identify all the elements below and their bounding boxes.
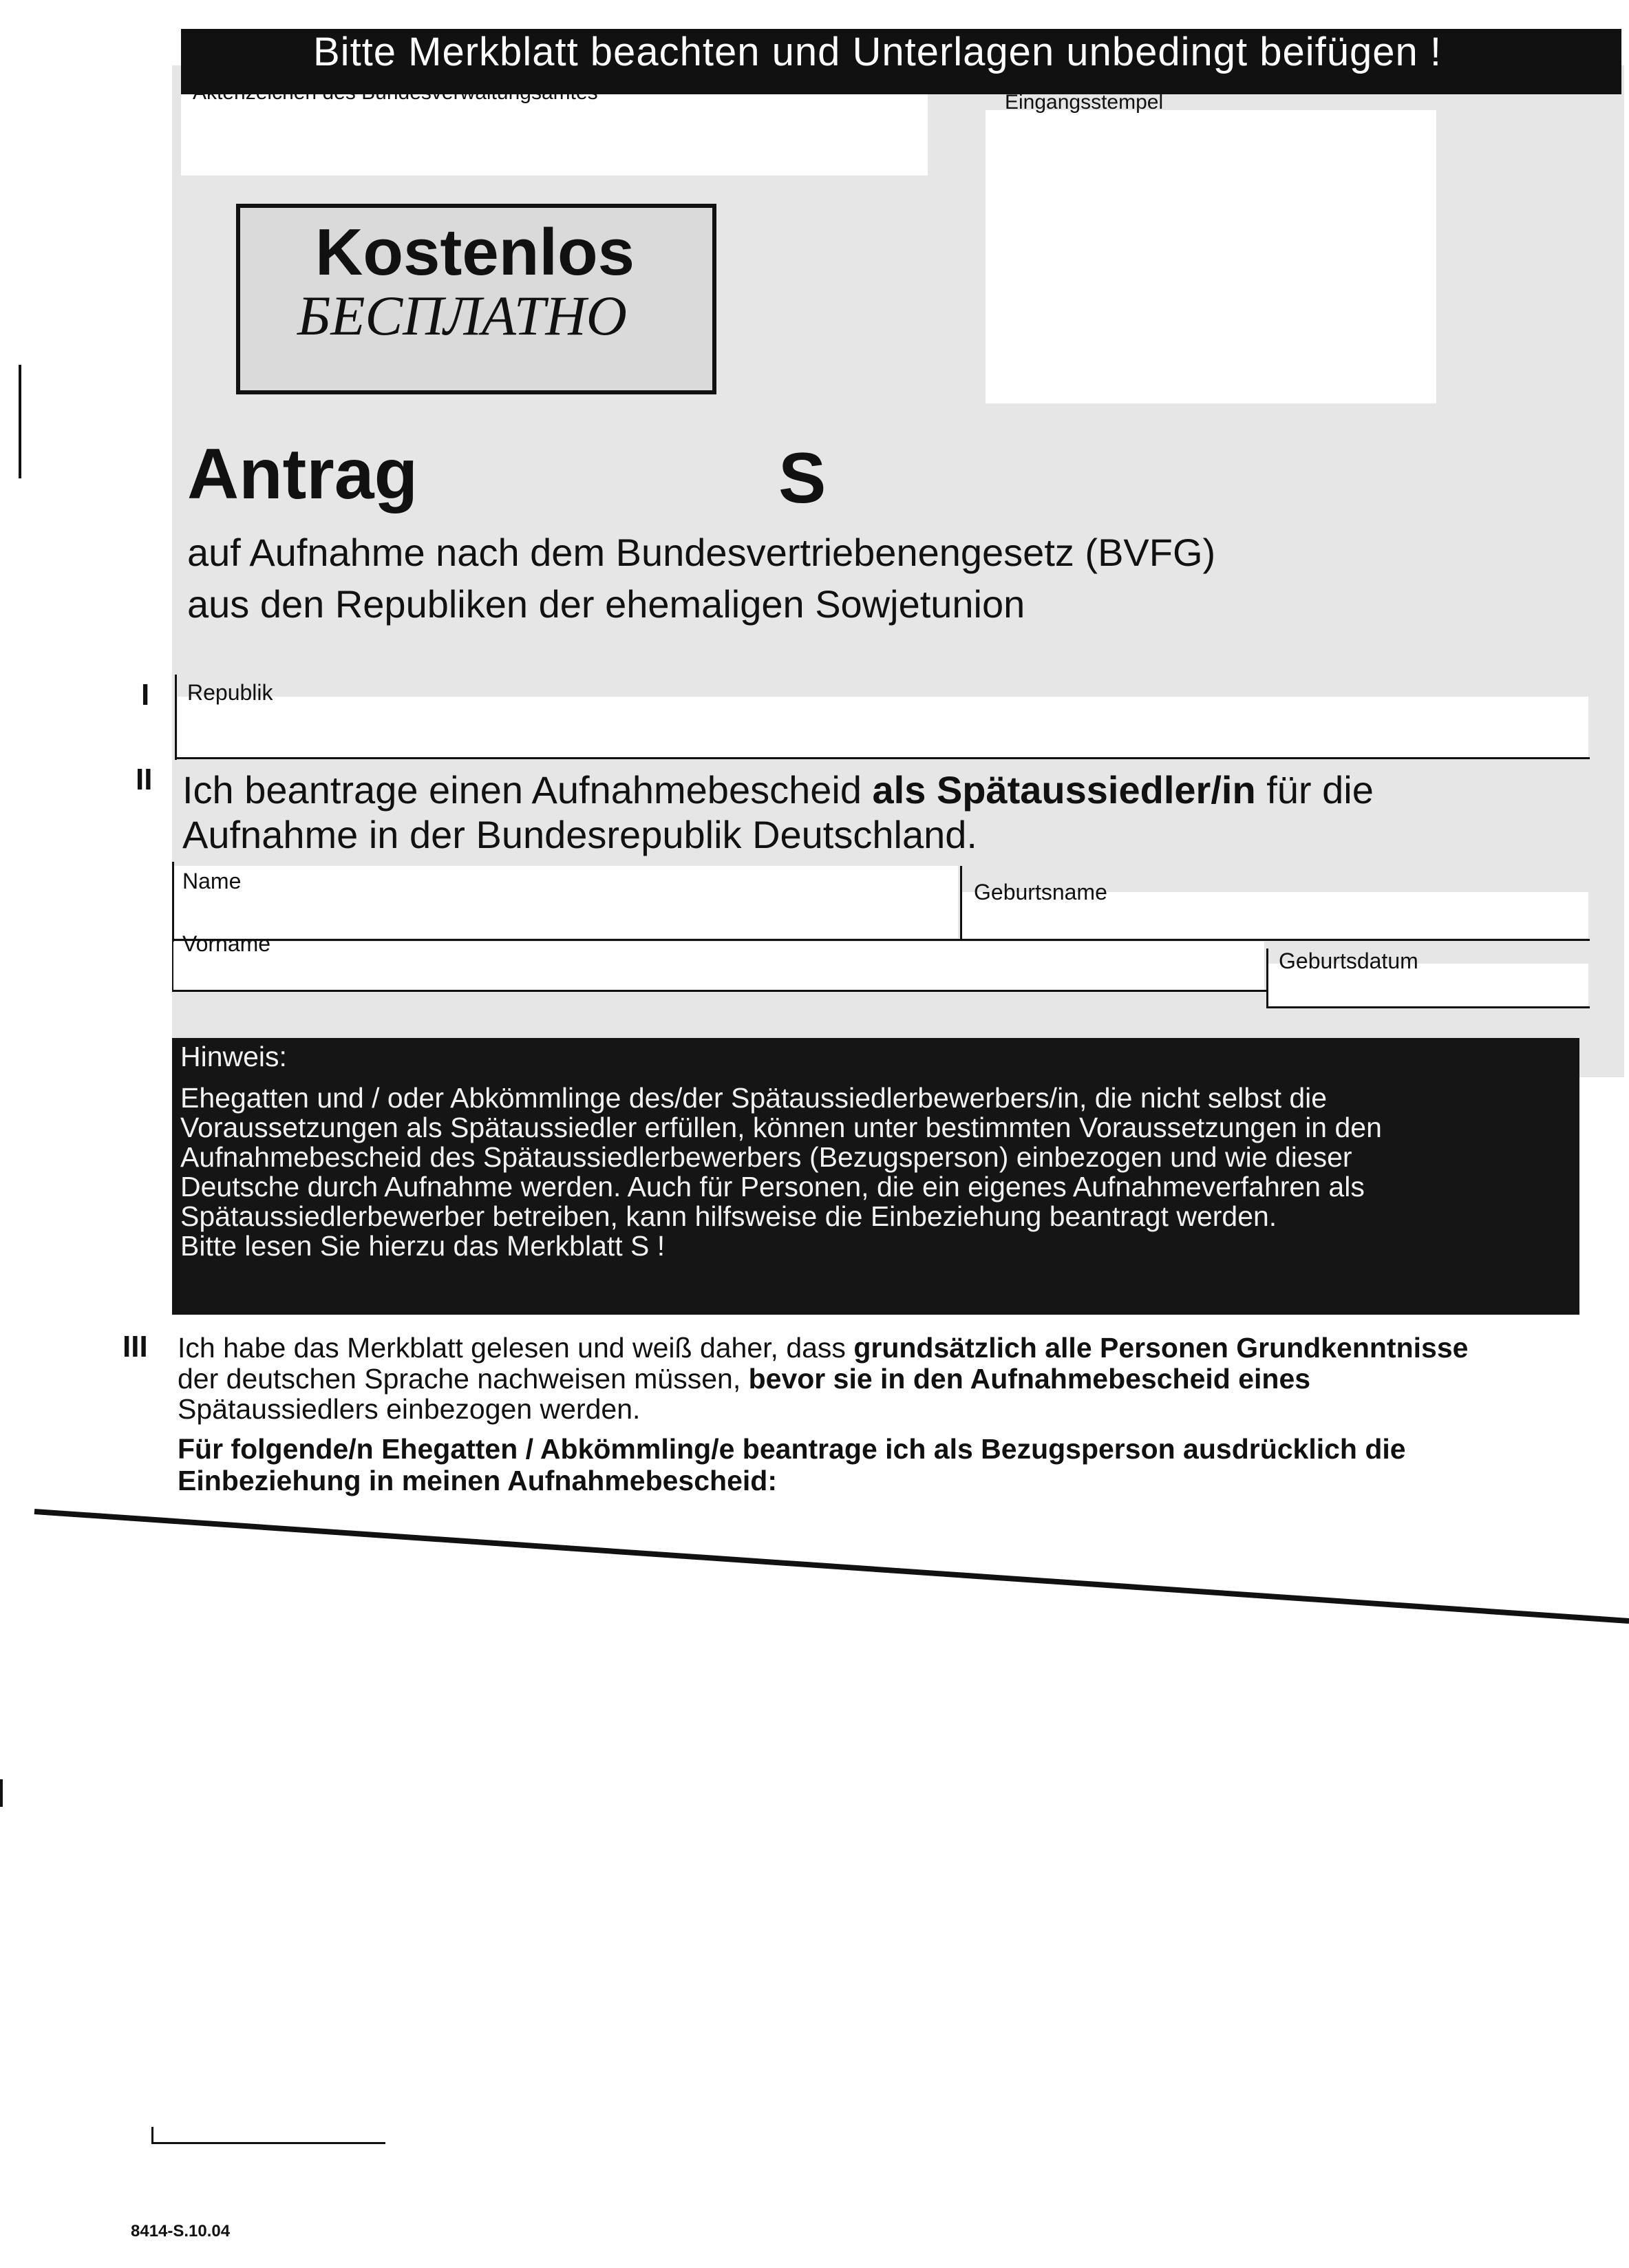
section-3-line-1 xyxy=(178,1332,1468,1364)
name-divider xyxy=(960,866,962,940)
margin-mark xyxy=(19,365,21,478)
name-field[interactable] xyxy=(173,866,958,938)
besplatno-text: БЕСПЛАТНО xyxy=(297,284,627,347)
geburtsname-label: Geburtsname xyxy=(974,880,1107,904)
section-3-line-2-part-a: der deutschen Sprache nachweisen müssen, xyxy=(178,1363,749,1395)
form-title: Antrag xyxy=(187,434,418,514)
form-subtitle-1: auf Aufnahme nach dem Bundesvertriebenengesetz (BVFG) xyxy=(187,531,1216,574)
form-subtitle-2: aus den Republiken der ehemaligen Sowjetunion xyxy=(187,582,1025,626)
hinweis-line: Spätaussiedlerbewerber betreiben, kann hilfsweise die Einbeziehung beantragt werden. xyxy=(180,1200,1277,1232)
vorname-divider xyxy=(1266,948,1268,1006)
aktenzeichen-label: Aktenzeichen des Bundesverwaltungsamtes xyxy=(193,81,598,104)
section-2-heading-part-a: Ich beantrage einen Aufnahmebescheid xyxy=(182,768,873,812)
republik-label: Republik xyxy=(187,680,273,705)
geburtsdatum-label: Geburtsdatum xyxy=(1279,948,1418,973)
corner-mark-horizontal xyxy=(151,2142,385,2144)
form-letter: S xyxy=(778,438,827,518)
section-2-heading-1 xyxy=(182,767,1374,812)
page-edge-line xyxy=(0,1480,1629,1638)
republik-field[interactable] xyxy=(178,697,1588,759)
corner-mark-vertical xyxy=(151,2127,153,2143)
section-3-line-4: Für folgende/n Ehegatten / Abkömmling/e beantrage ich als Bezugsperson ausdrücklich die xyxy=(178,1433,1406,1465)
hinweis-line: Bitte lesen Sie hierzu das Merkblatt S ! xyxy=(180,1230,666,1262)
margin-mark xyxy=(0,1779,3,1807)
section-2-numeral: II xyxy=(136,763,153,796)
hinweis-line: Voraussetzungen als Spätaussiedler erfüllen, können unter bestimmten Voraussetzungen in den xyxy=(180,1112,1382,1143)
vorname-label: Vorname xyxy=(182,931,271,956)
section-3-line-1-part-a: Ich habe das Merkblatt gelesen und weiß daher, dass xyxy=(178,1332,854,1364)
section-3-line-2 xyxy=(178,1363,1310,1395)
kostenlos-text: Kostenlos xyxy=(315,215,635,289)
section-2-heading-2: Aufnahme in der Bundesrepublik Deutschland. xyxy=(182,813,977,856)
section-2-heading-part-c: für die xyxy=(1255,768,1374,812)
vorname-border-bottom xyxy=(172,990,1268,992)
section-2-heading-part-b: als Spätaussiedler/in xyxy=(872,768,1256,812)
republik-field-border-bottom xyxy=(175,757,1590,759)
section-3-numeral: III xyxy=(123,1330,148,1364)
vorname-field[interactable] xyxy=(173,942,1264,990)
banner-text: Bitte Merkblatt beachten und Unterlagen unbedingt beifügen ! xyxy=(313,30,1442,74)
eingangsstempel-box xyxy=(986,110,1436,403)
hinweis-title: Hinweis: xyxy=(180,1041,287,1072)
hinweis-line: Deutsche durch Aufnahme werden. Auch für Personen, die ein eigenes Aufnahmeverfahren als xyxy=(180,1171,1365,1202)
republik-field-border-left xyxy=(175,675,177,760)
section-3-line-2-part-b: bevor sie in den Aufnahmebescheid eines xyxy=(748,1363,1311,1395)
form-number: 8414-S.10.04 xyxy=(131,2222,231,2240)
name-border-bottom xyxy=(172,939,1590,941)
eingangsstempel-label: Eingangsstempel xyxy=(1005,91,1164,114)
section-3-line-1-part-b: grundsätzlich alle Personen Grundkenntnisse xyxy=(853,1332,1469,1364)
page-edge-line-stroke xyxy=(34,1512,1629,1621)
name-label: Name xyxy=(182,869,242,893)
aktenzeichen-box xyxy=(181,94,928,176)
section-3-line-3: Spätaussiedlers einbezogen werden. xyxy=(178,1393,641,1425)
hinweis-line: Aufnahmebescheid des Spätaussiedlerbewerbers (Bezugsperson) einbezogen und wie dieser xyxy=(180,1141,1352,1173)
section-1-numeral: I xyxy=(141,678,150,712)
hinweis-line: Ehegatten und / oder Abkömmlinge des/der Spätaussiedlerbewerbers/in, die nicht selbst die xyxy=(180,1082,1328,1114)
section-3-line-5: Einbeziehung in meinen Aufnahmebescheid: xyxy=(178,1465,777,1496)
geburtsdatum-border-bottom xyxy=(1266,1006,1590,1008)
